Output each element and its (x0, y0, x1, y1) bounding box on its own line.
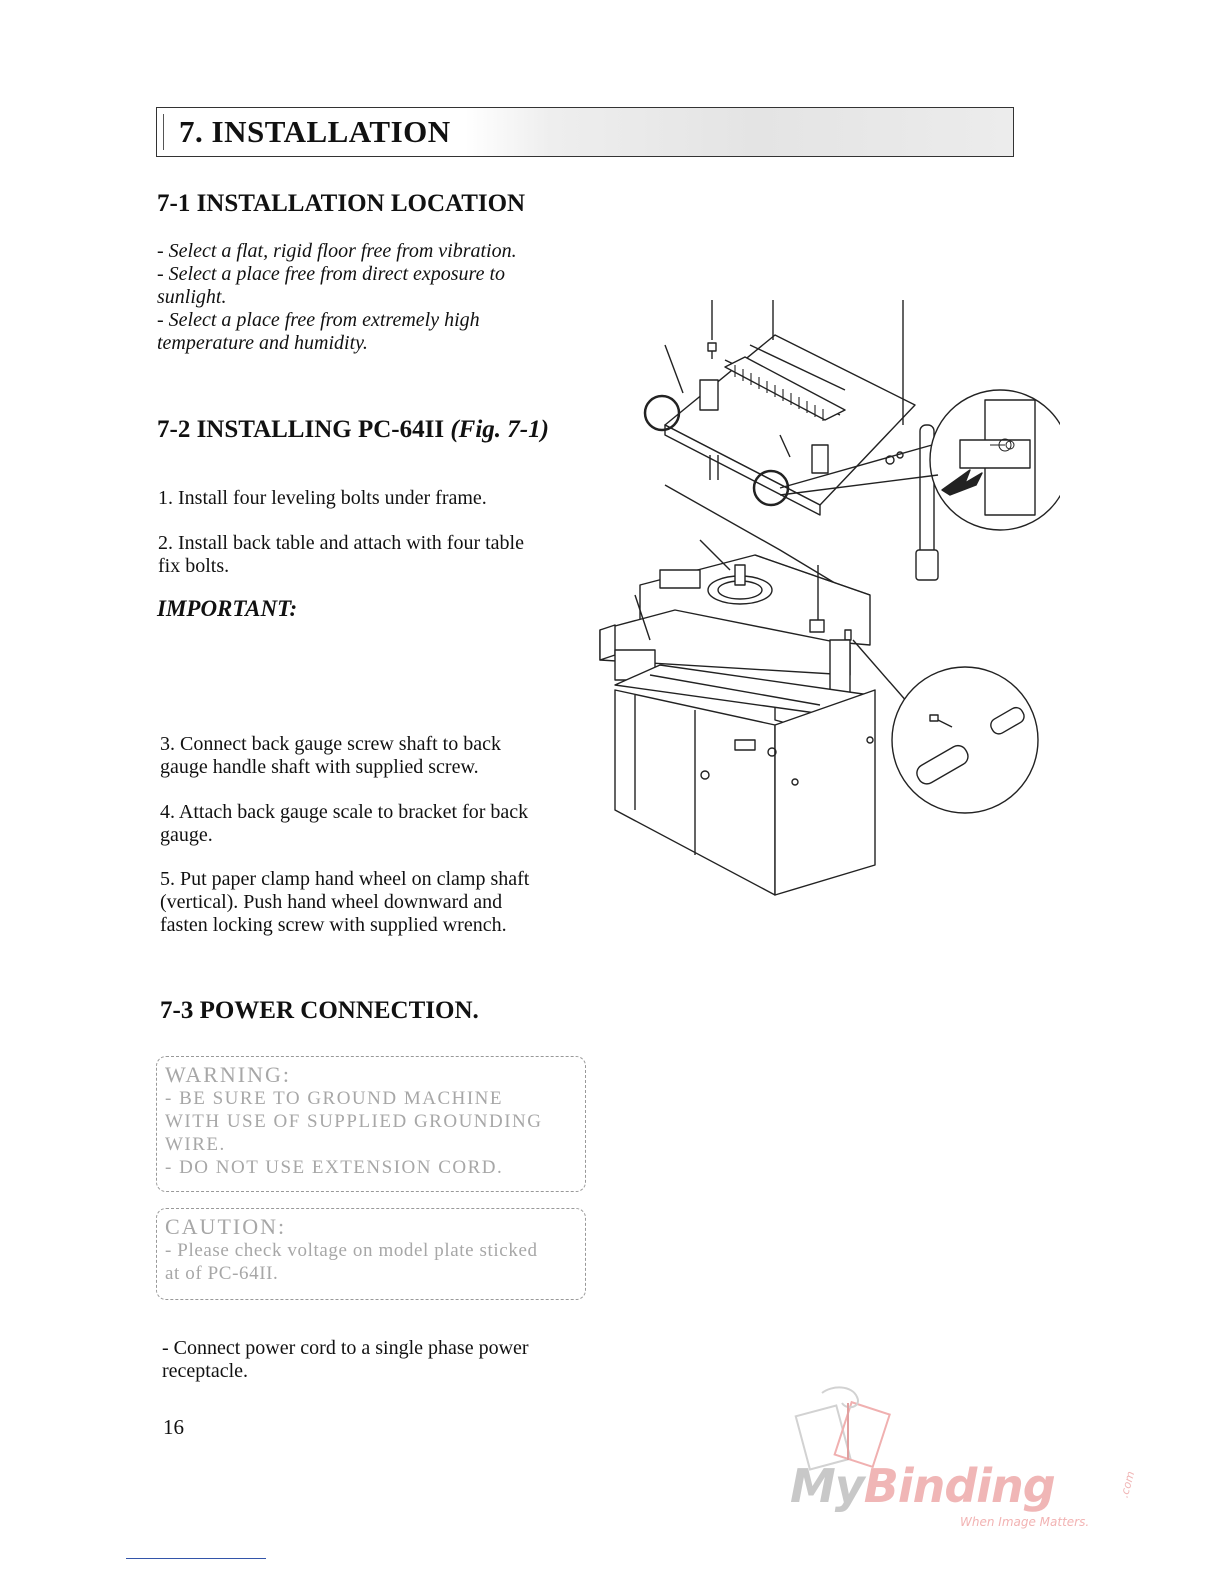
step-4 (160, 801, 528, 847)
step-line: gauge handle shaft with supplied screw. (160, 756, 479, 778)
step-line: 4. Attach back gauge scale to bracket for back (160, 801, 529, 823)
installation-figure (590, 295, 1060, 920)
installing-heading-text: 7-2 INSTALLING PC-64II (157, 416, 445, 443)
caution-line: at of PC-64II. (165, 1263, 279, 1284)
step-line: 5. Put paper clamp hand wheel on clamp shaft (160, 868, 530, 890)
warning-line: - BE SURE TO GROUND MACHINE (165, 1088, 504, 1109)
step-2 (158, 532, 524, 578)
page-number: 16 (163, 1415, 184, 1439)
step-5 (160, 868, 529, 937)
caution-box (156, 1208, 586, 1300)
footer-rule (126, 1558, 266, 1559)
logo-tagline: When Image Matters. (960, 1515, 1090, 1529)
step-line: (vertical). Push hand wheel downward and (160, 891, 503, 913)
step-line: 1. Install four leveling bolts under frame. (158, 487, 487, 509)
step-1 (158, 487, 487, 510)
step-3 (160, 733, 501, 779)
warning-box (156, 1056, 586, 1192)
location-requirements (157, 240, 517, 355)
section-heading-installing (157, 416, 549, 444)
location-line: - Select a flat, rigid floor free from vibration. (157, 240, 517, 262)
chapter-header-bar (156, 107, 1014, 157)
chapter-title: 7. INSTALLATION (179, 114, 451, 149)
logo-word-binding: Binding (863, 1459, 1055, 1513)
location-line: - Select a place free from extremely high (157, 309, 480, 331)
logo-domain: .com (1117, 1469, 1138, 1500)
warning-title: WARNING: (165, 1062, 291, 1087)
important-label: IMPORTANT: (157, 596, 298, 621)
paper-cutter-machine (600, 540, 908, 895)
caution-title: CAUTION: (165, 1214, 287, 1239)
header-tick (163, 114, 164, 150)
mybinding-logo-text (790, 1459, 1055, 1513)
power-connect-instruction (162, 1337, 529, 1383)
warning-line: - DO NOT USE EXTENSION CORD. (165, 1157, 504, 1178)
detail-view-shaft (892, 667, 1038, 813)
warning-line: WITH USE OF SUPPLIED GROUNDING (165, 1111, 543, 1132)
step-line: 2. Install back table and attach with four table (158, 532, 524, 554)
caution-line: - Please check voltage on model plate sticked (165, 1240, 538, 1261)
location-line: - Select a place free from direct exposure to (157, 263, 506, 285)
connect-line: - Connect power cord to a single phase power (162, 1337, 529, 1359)
logo-word-my: My (790, 1459, 864, 1513)
step-line: fix bolts. (158, 555, 230, 577)
section-heading-location: 7-1 INSTALLATION LOCATION (157, 190, 526, 217)
warning-line: WIRE. (165, 1134, 226, 1155)
section-heading-power: 7-3 POWER CONNECTION. (160, 997, 479, 1024)
step-line: fasten locking screw with supplied wrench. (160, 914, 507, 936)
location-line: sunlight. (157, 286, 227, 308)
figure-reference: (Fig. 7-1) (450, 416, 549, 443)
step-line: 3. Connect back gauge screw shaft to back (160, 733, 501, 755)
connect-line: receptacle. (162, 1360, 249, 1382)
step-line: gauge. (160, 824, 213, 846)
location-line: temperature and humidity. (157, 332, 368, 354)
